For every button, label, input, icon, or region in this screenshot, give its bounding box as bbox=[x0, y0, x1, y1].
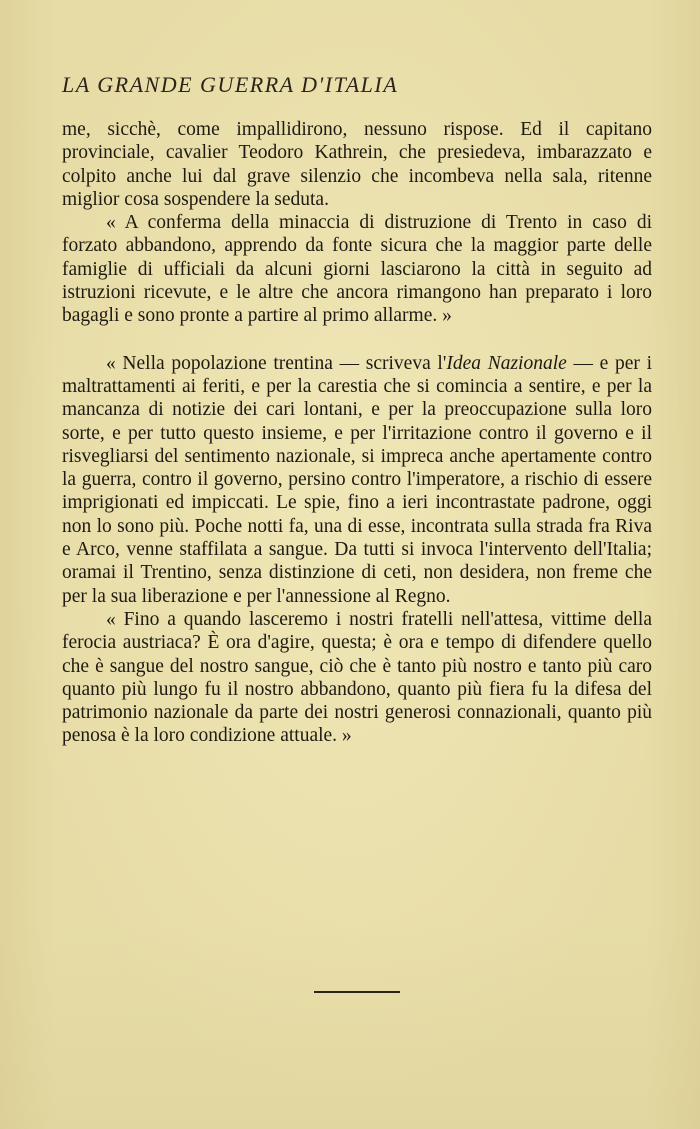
body-text bbox=[62, 118, 652, 748]
paragraph-text-segment: — e per i maltrattamenti ai feriti, e per la carestia che si comincia a sentire, e per la mancanza di notizie dei cari lontani, e per la preoccupazione sulla loro sorte, e per tutto questo insieme, e per l'irritazione contro il governo e il risvegliarsi del sentimento nazionale, si impreca anche apertamente contro la guerra, contro il governo, persino contro l'imperatore, a rischio di essere imprigionati ed impiccati. Le spie, fino a ieri incontrastate padrone, oggi non lo sono più. Poche notti fa, una di esse, incontrata sulla strada fra Riva e Arco, venne staffilata a sangue. Da tutti si invoca l'intervento dell'Italia; oramai il Trentino, senza distinzione di ceti, non desidera, non freme che per la sua liberazione e per l'annessione al Regno. bbox=[62, 352, 652, 607]
running-title: LA GRANDE GUERRA D'ITALIA bbox=[62, 72, 399, 97]
paragraph-text-segment: « Nella popolazione trentina — scriveva l' bbox=[106, 352, 447, 374]
newspaper-title: Idea Nazionale bbox=[446, 352, 567, 374]
paragraph-quote-trento: « A conferma della minaccia di distruzione di Trento in caso di forzato abbandono, apprendo da fonte sicura che la maggior parte delle famiglie di ufficiali da alcuni giorni lasciarono la città in seguito ad istruzioni ricevute, e le altre che ancora rimangono han preparato i loro bagagli e sono pronte a partire al primo allarme. » bbox=[62, 212, 652, 327]
paragraph-continuation: me, sicchè, come impallidirono, nessuno rispose. Ed il capitano provinciale, cavalier Teodoro Kathrein, che presiedeva, imbarazzato e colpito anche lui dal grave silenzio che incombeva nella sala, ritenne miglior cosa sospendere la seduta. bbox=[62, 119, 652, 210]
paper-stain bbox=[0, 920, 700, 1129]
section-divider bbox=[314, 991, 400, 993]
paragraph-quote-fratelli: « Fino a quando lasceremo i nostri fratelli nell'attesa, vittime della ferocia austriaca? È ora d'agire, questa; è ora e tempo di difendere quello che è sangue del nostro sangue, ciò che è tanto più nostro e tanto più caro quanto più lungo fu il nostro abbandono, quanto più fiera fu la difesa del patrimonio nazionale da parte dei nostri generosi connazionali, quanto più penosa è la loro condizione attuale. » bbox=[62, 608, 652, 747]
paragraph-quote-popolazione bbox=[62, 352, 652, 608]
